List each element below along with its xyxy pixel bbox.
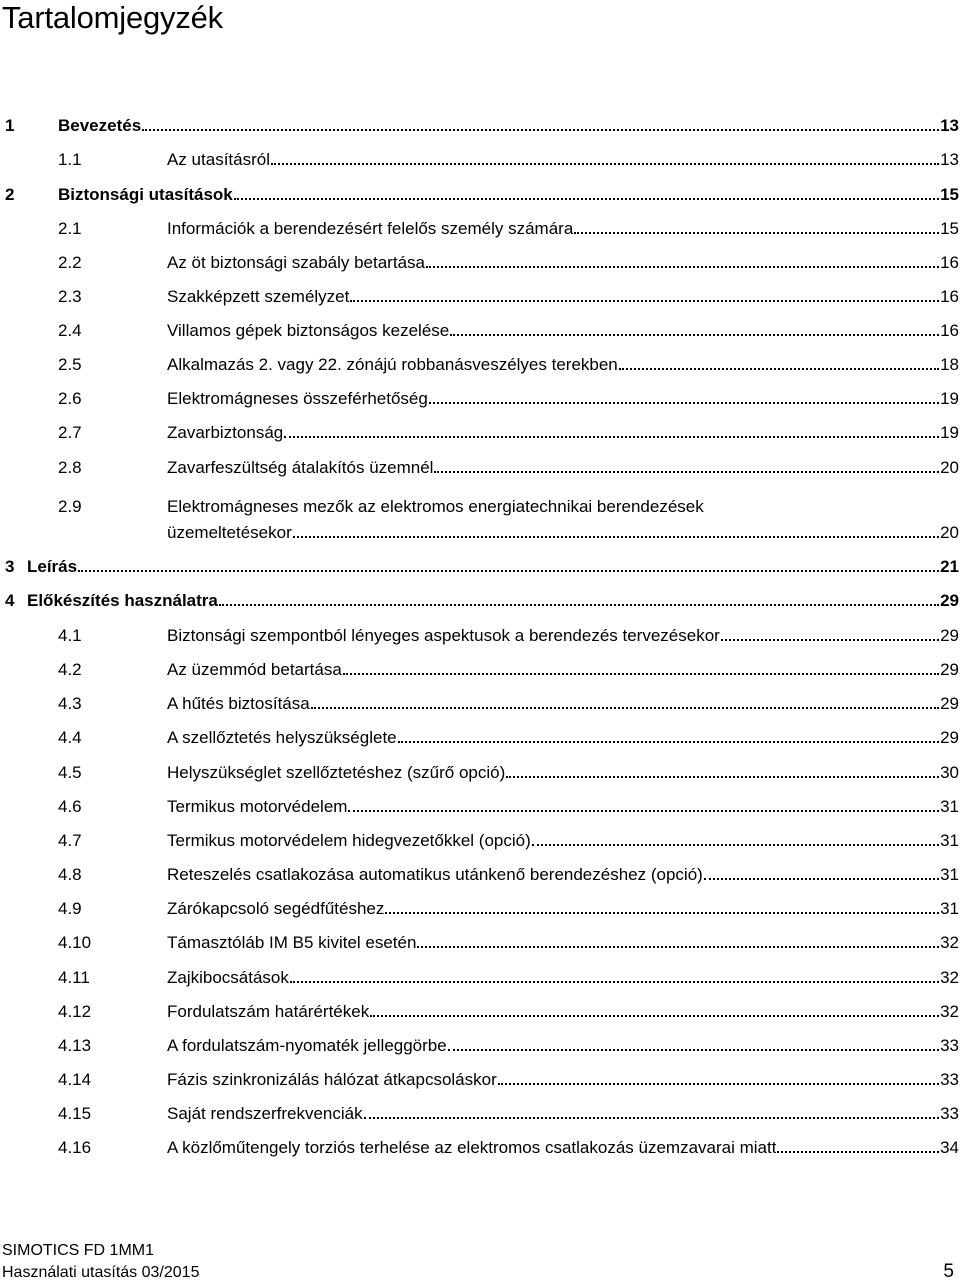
toc-page: 13	[940, 116, 959, 135]
toc-number: 2.1	[58, 219, 82, 238]
toc-title: üzemeltetésekor	[167, 523, 292, 542]
toc-number: 2.2	[58, 253, 82, 272]
toc-page: 31	[940, 865, 959, 884]
toc-number: 2.9	[58, 497, 82, 516]
toc-page: 33	[940, 1036, 959, 1055]
toc-title-line1: Elektromágneses mezők az elektromos energiatechnikai berendezések	[167, 497, 704, 516]
toc-number: 4.12	[58, 1002, 92, 1021]
toc-page: 31	[940, 831, 959, 850]
leader-dots	[370, 1014, 939, 1017]
leader-dots	[417, 945, 939, 948]
toc-entry-2-5[interactable]	[0, 352, 960, 378]
toc-page: 32	[940, 933, 959, 952]
leader-dots	[293, 535, 939, 538]
leader-dots	[385, 911, 939, 914]
toc-number: 4.5	[58, 763, 82, 782]
toc-entry-4-8[interactable]	[0, 862, 960, 888]
leader-dots	[532, 843, 939, 846]
leader-dots	[498, 1082, 939, 1085]
toc-title: Zavarfeszültség átalakítós üzemnél	[167, 458, 434, 477]
toc-page: 19	[940, 423, 959, 442]
toc-entry-4-10[interactable]	[0, 930, 960, 956]
toc-entry-4[interactable]	[0, 588, 960, 614]
toc-number: 2.4	[58, 321, 82, 340]
toc-number: 4.13	[58, 1036, 92, 1055]
leader-dots	[619, 367, 939, 370]
leader-dots	[721, 638, 939, 641]
toc-number: 4.2	[58, 660, 82, 679]
toc-entry-4-9[interactable]	[0, 896, 960, 922]
toc-number: 2	[5, 185, 15, 204]
toc-title: Zajkibocsátások	[167, 968, 289, 987]
toc-entry-4-5[interactable]	[0, 760, 960, 786]
leader-dots	[704, 877, 939, 880]
toc-entry-4-16[interactable]	[0, 1135, 960, 1161]
toc-number: 4.6	[58, 797, 82, 816]
toc-entry-4-7[interactable]	[0, 828, 960, 854]
toc-page: 19	[940, 389, 959, 408]
toc-entry-4-3[interactable]	[0, 691, 960, 717]
toc-title: Villamos gépek biztonságos kezelése	[167, 321, 450, 340]
toc-entry-2-7[interactable]	[0, 420, 960, 446]
toc-entry-4-2[interactable]	[0, 657, 960, 683]
leader-dots	[348, 809, 939, 812]
toc-entry-2-4[interactable]	[0, 318, 960, 344]
toc-page: 16	[940, 287, 959, 306]
leader-dots	[234, 197, 939, 200]
toc-number: 2.3	[58, 287, 82, 306]
leader-dots	[448, 1048, 939, 1051]
toc-title: Biztonsági utasítások	[58, 185, 233, 204]
toc-entry-2-3[interactable]	[0, 284, 960, 310]
toc-number: 4.7	[58, 831, 82, 850]
toc-title: Az üzemmód betartása	[167, 660, 342, 679]
leader-dots	[364, 1116, 939, 1119]
toc-page: 32	[940, 968, 959, 987]
toc-title: Biztonsági szempontból lényeges aspektusok a berendezés tervezésekor	[167, 626, 720, 645]
toc-number: 3	[5, 557, 15, 576]
toc-title: Támasztóláb IM B5 kivitel esetén	[167, 933, 417, 952]
toc-number: 2.5	[58, 355, 82, 374]
toc-number: 4.10	[58, 933, 92, 952]
toc-page: 29	[940, 660, 959, 679]
page-number: 5	[943, 1261, 954, 1282]
toc-entry-4-6[interactable]	[0, 794, 960, 820]
toc-title: Szakképzett személyzet	[167, 287, 350, 306]
toc-number: 1	[5, 116, 15, 135]
toc-entry-4-15[interactable]	[0, 1101, 960, 1127]
toc-title: A szellőztetés helyszükséglete	[167, 728, 397, 747]
leader-dots	[429, 401, 939, 404]
toc-page: 29	[940, 694, 959, 713]
toc-number: 1.1	[58, 150, 82, 169]
toc-number: 2.7	[58, 423, 82, 442]
toc-entry-4-11[interactable]	[0, 965, 960, 991]
toc-title: A közlőműtengely torziós terhelése az elektromos csatlakozás üzemzavarai miatt	[167, 1138, 777, 1157]
toc-page: 33	[940, 1070, 959, 1089]
toc-page: 20	[940, 458, 959, 477]
toc-number: 4.8	[58, 865, 82, 884]
leader-dots	[142, 128, 939, 131]
toc-number: 4.14	[58, 1070, 92, 1089]
toc-title: Fázis szinkronizálás hálózat átkapcsoláskor	[167, 1070, 497, 1089]
leader-dots	[271, 162, 939, 165]
toc-title: A hűtés biztosítása	[167, 694, 310, 713]
page-title: Tartalomjegyzék	[2, 0, 223, 35]
toc-entry-1[interactable]	[0, 113, 960, 139]
toc-number: 4.4	[58, 728, 82, 747]
toc-entry-4-12[interactable]	[0, 999, 960, 1025]
toc-number: 2.8	[58, 458, 82, 477]
toc-page: 21	[940, 557, 959, 576]
toc-entry-2[interactable]	[0, 182, 960, 208]
leader-dots	[219, 603, 939, 606]
toc-page: 29	[940, 591, 959, 610]
footer-manual-info: Használati utasítás 03/2015	[2, 1264, 200, 1281]
toc-number: 4.3	[58, 694, 82, 713]
toc-entry-4-14[interactable]	[0, 1067, 960, 1093]
toc-page: 18	[940, 355, 959, 374]
toc-page: 33	[940, 1104, 959, 1123]
toc-page: 29	[940, 626, 959, 645]
toc-number: 4.11	[58, 968, 90, 987]
toc-title: Fordulatszám határértékek	[167, 1002, 370, 1021]
toc-title: Információk a berendezésért felelős személy számára	[167, 219, 574, 238]
footer-product: SIMOTICS FD 1MM1	[2, 1242, 155, 1259]
leader-dots	[311, 706, 939, 709]
toc-page: 15	[940, 219, 959, 238]
toc-entry-4-13[interactable]	[0, 1033, 960, 1059]
toc-entry-2-8[interactable]	[0, 455, 960, 481]
toc-title: Termikus motorvédelem hidegvezetőkkel (opció)	[167, 831, 531, 850]
leader-dots	[343, 672, 939, 675]
footer	[2, 1240, 199, 1284]
leader-dots	[350, 299, 939, 302]
toc-page: 32	[940, 1002, 959, 1021]
toc-entry-2-2[interactable]	[0, 250, 960, 276]
leader-dots	[284, 435, 939, 438]
leader-dots	[426, 265, 939, 268]
toc-page: 29	[940, 728, 959, 747]
toc-number: 4.16	[58, 1138, 92, 1157]
leader-dots	[398, 740, 939, 743]
toc-entry-4-1[interactable]	[0, 623, 960, 649]
toc-page: 20	[940, 523, 959, 542]
toc-entry-4-4[interactable]	[0, 725, 960, 751]
leader-dots	[777, 1150, 939, 1153]
toc-page: 31	[940, 797, 959, 816]
leader-dots	[574, 231, 939, 234]
toc-title: Termikus motorvédelem	[167, 797, 348, 816]
toc-number: 2.6	[58, 389, 82, 408]
leader-dots	[506, 775, 939, 778]
toc-number: 4.9	[58, 899, 82, 918]
toc-title: Alkalmazás 2. vagy 22. zónájú robbanásveszélyes terekben	[167, 355, 618, 374]
leader-dots	[434, 470, 939, 473]
toc-title: Elektromágneses összeférhetőség	[167, 389, 428, 408]
toc-page: 16	[940, 321, 959, 340]
toc-title: Leírás	[27, 557, 78, 576]
toc-page: 34	[940, 1138, 959, 1157]
leader-dots	[290, 980, 939, 983]
toc-entry-2-6[interactable]	[0, 386, 960, 412]
toc-title: Saját rendszerfrekvenciák	[167, 1104, 363, 1123]
toc-title: Helyszükséglet szellőztetéshez (szűrő opció)	[167, 763, 506, 782]
toc-entry-3[interactable]	[0, 554, 960, 580]
toc-page: 31	[940, 899, 959, 918]
toc-title: Zavarbiztonság	[167, 423, 284, 442]
toc-title: Előkészítés használatra	[27, 591, 218, 610]
toc-entry-2-9[interactable]	[0, 494, 960, 546]
toc-title: Bevezetés	[58, 116, 142, 135]
toc-title: Zárókapcsoló segédfűtéshez	[167, 899, 385, 918]
toc-title: Reteszelés csatlakozása automatikus utánkenő berendezéshez (opció)	[167, 865, 703, 884]
toc-number: 4	[5, 591, 15, 610]
toc-title: Az öt biztonsági szabály betartása	[167, 253, 425, 272]
toc-page: 15	[940, 185, 959, 204]
toc-page: 30	[940, 763, 959, 782]
toc-page: 13	[940, 150, 959, 169]
toc-title: Az utasításról	[167, 150, 270, 169]
toc-entry-1-1[interactable]	[0, 147, 960, 173]
toc-page: 16	[940, 253, 959, 272]
toc-title: A fordulatszám-nyomaték jelleggörbe	[167, 1036, 447, 1055]
toc-number: 4.15	[58, 1104, 92, 1123]
leader-dots	[450, 333, 939, 336]
leader-dots	[78, 569, 939, 572]
toc-entry-2-1[interactable]	[0, 216, 960, 242]
toc-number: 4.1	[58, 626, 82, 645]
